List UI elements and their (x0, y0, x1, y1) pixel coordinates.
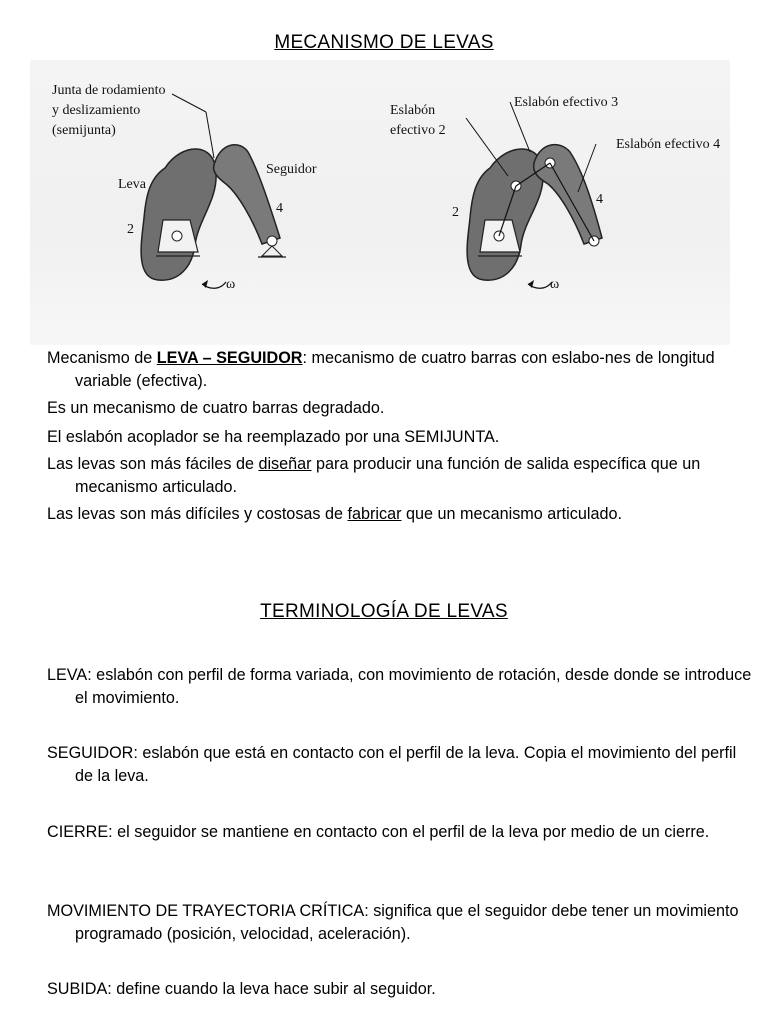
left-follower-label: Seguidor (266, 162, 317, 177)
left-joint-label-3: (semijunta) (52, 123, 116, 138)
right-eff4-label: Eslabón efectivo 4 (616, 137, 721, 152)
page-title: MECANISMO DE LEVAS (274, 32, 494, 53)
intro-paragraph-5: Las levas son más difíciles y costosas de fabricar que un mecanismo articulado. (47, 505, 622, 523)
fabricar-emphasis: fabricar (347, 505, 402, 523)
right-diagram (390, 95, 720, 292)
leva-seguidor-emphasis: LEVA – SEGUIDOR (156, 349, 303, 367)
left-omega: ω (226, 277, 236, 292)
right-eff3-label: Eslabón efectivo 3 (514, 95, 619, 110)
intro-paragraph-2: Es un mecanismo de cuatro barras degradado. (47, 399, 385, 417)
left-cam-pivot (172, 231, 182, 241)
right-eff2-label-1: Eslabón (390, 103, 436, 118)
left-joint-leader (172, 94, 206, 112)
left-joint-leader-2 (206, 112, 214, 158)
disenar-emphasis: diseñar (258, 455, 312, 473)
left-num-2: 2 (127, 222, 134, 237)
right-eff2-label-2: efectivo 2 (390, 123, 446, 138)
term-cierre: CIERRE: el seguidor se mantiene en contacto con el perfil de la leva por medio de un cierre. (47, 823, 710, 841)
left-follower-ground (262, 246, 282, 256)
term-trayectoria-critica: MOVIMIENTO DE TRAYECTORIA CRÍTICA: significa que el seguidor debe tener un movimiento programado (posición, velocidad, aceleración). (47, 902, 739, 943)
right-cam-shape (467, 149, 543, 280)
left-follower-pivot (267, 236, 277, 246)
left-cam-label: Leva (118, 177, 146, 192)
left-joint-label-1: Junta de rodamiento (52, 83, 166, 98)
cam-mechanism-figure (30, 60, 730, 345)
intro-paragraph-4: Las levas son más fáciles de diseñar para producir una función de salida específica que un mecanismo articulado. (47, 455, 701, 496)
term-leva: LEVA: eslabón con perfil de forma variada, con movimiento de rotación, desde donde se introduce el movimiento. (47, 666, 752, 707)
right-num-4: 4 (596, 192, 603, 207)
left-num-4: 4 (276, 201, 283, 216)
intro-paragraph-1: Mecanismo de LEVA – SEGUIDOR: mecanismo de cuatro barras con eslabo-nes de longitud variable (efectiva). (47, 349, 715, 390)
right-num-2: 2 (452, 205, 459, 220)
section-title: TERMINOLOGÍA DE LEVAS (260, 601, 508, 622)
intro-paragraph-3: El eslabón acoplador se ha reemplazado por una SEMIJUNTA. (47, 428, 500, 446)
term-seguidor: SEGUIDOR: eslabón que está en contacto con el perfil de la leva. Copia el movimiento del perfil de la leva. (47, 744, 737, 785)
left-diagram (52, 83, 317, 292)
right-eff2-leader (466, 118, 508, 176)
left-cam-shape (141, 149, 216, 280)
right-omega: ω (550, 277, 560, 292)
left-follower-arm (214, 145, 280, 244)
right-eff4-leader (578, 144, 596, 192)
left-joint-label-2: y deslizamiento (52, 103, 141, 118)
term-subida: SUBIDA: define cuando la leva hace subir al seguidor. (47, 980, 436, 998)
cam-diagram (30, 60, 730, 345)
